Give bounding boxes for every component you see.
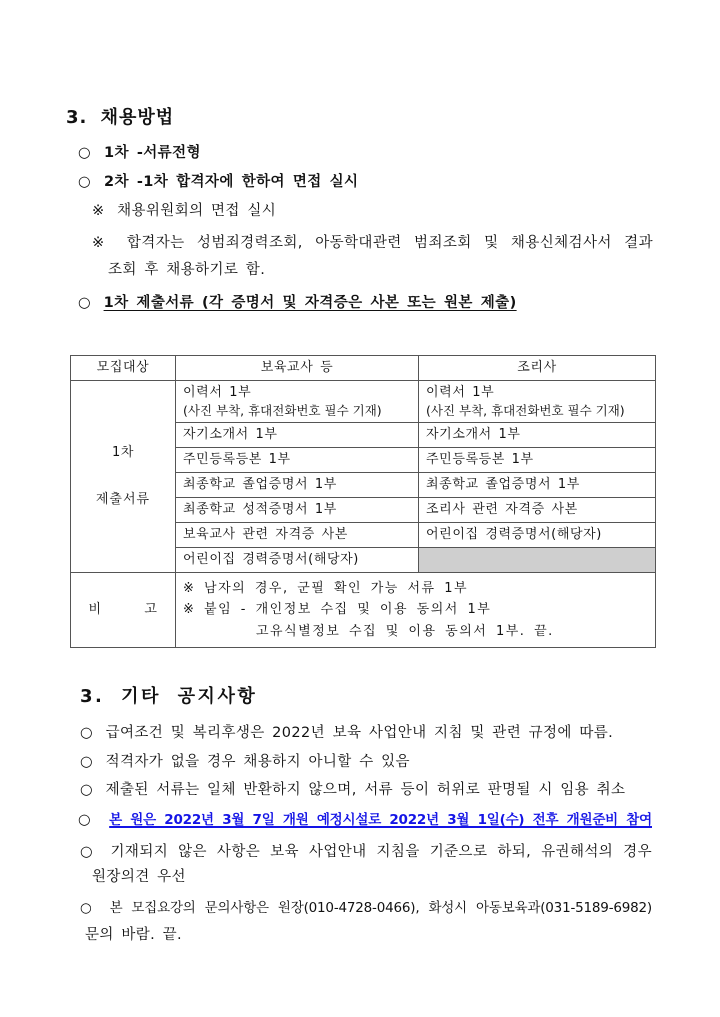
cook-document-cell: 최종학교 졸업증명서 1부 bbox=[419, 473, 656, 498]
circle-bullet-icon: ○ bbox=[78, 295, 92, 311]
header-cook: 조리사 bbox=[419, 356, 656, 381]
notice-opening-text: 본 원은 2022년 3월 7일 개원 예정시설로 2022년 3월 1일(수) 전후 개원준비 참여 bbox=[109, 812, 652, 828]
notice-contact-line-1 bbox=[68, 895, 652, 922]
recruitment-method-section bbox=[66, 106, 653, 313]
teacher-document-cell: 자기소개서 1부 bbox=[176, 423, 419, 448]
cook-document-note: (사진 부착, 휴대전화번호 필수 기재) bbox=[426, 402, 625, 418]
notice-item bbox=[68, 780, 652, 800]
teacher-document-cell: 최종학교 졸업증명서 1부 bbox=[176, 473, 419, 498]
cook-document: 이력서 1부 bbox=[426, 384, 495, 400]
cook-document-cell bbox=[419, 381, 656, 423]
table-header-row bbox=[71, 356, 656, 381]
notice-contact-text-1: 본 모집요강의 문의사항은 원장(010-4728-0466), 화성시 아동보육과(031-5189-6982) bbox=[109, 899, 652, 916]
interview-note-text: 채용위원회의 면접 실시 bbox=[117, 203, 277, 219]
notice-contact-line-2: 문의 바람. 끝. bbox=[85, 926, 183, 943]
step-two-item bbox=[66, 172, 653, 192]
table-row bbox=[71, 381, 656, 423]
remarks-row bbox=[71, 573, 656, 648]
remark-military-service: ※ 남자의 경우, 군필 확인 가능 서류 1부 bbox=[183, 580, 469, 596]
circle-bullet-icon: ○ bbox=[78, 174, 92, 190]
notice-guideline-text-1: 기재되지 않은 사항은 보육 사업안내 지침을 기준으로 하되, 유권해석의 경우 bbox=[110, 843, 652, 860]
group-label-documents: 제출서류 bbox=[95, 492, 151, 507]
reference-mark-icon: ※ bbox=[92, 234, 110, 251]
circle-bullet-icon: ○ bbox=[80, 843, 96, 860]
cook-document-cell: 자기소개서 1부 bbox=[419, 423, 656, 448]
circle-bullet-icon: ○ bbox=[78, 812, 94, 828]
group-label-round: 1차 bbox=[111, 445, 135, 460]
interview-note bbox=[66, 201, 653, 221]
circle-bullet-icon: ○ bbox=[80, 725, 94, 741]
header-teacher: 보육교사 등 bbox=[176, 356, 419, 381]
notice-item bbox=[68, 895, 652, 949]
remarks-label: 비 고 bbox=[71, 573, 176, 648]
circle-bullet-icon: ○ bbox=[80, 899, 96, 916]
teacher-document-note: (사진 부착, 휴대전화번호 필수 기재) bbox=[183, 402, 382, 418]
background-check-text-1: 합격자는 성범죄경력조회, 아동학대관련 범죄조회 및 채용신체검사서 결과 bbox=[126, 234, 653, 251]
background-check-line-2: 조회 후 채용하기로 함. bbox=[108, 261, 266, 278]
remark-unique-id-consent: 고유식별정보 수집 및 이용 동의서 1부. 끝. bbox=[256, 623, 554, 639]
notice-item bbox=[68, 723, 652, 743]
step-two-text: 2차 -1차 합격자에 한하여 면접 실시 bbox=[104, 174, 359, 190]
circle-bullet-icon: ○ bbox=[80, 782, 94, 798]
document-requirements-table bbox=[70, 355, 656, 648]
teacher-document: 이력서 1부 bbox=[183, 384, 252, 400]
notice-documents-text: 제출된 서류는 일체 반환하지 않으며, 서류 등이 허위로 판명될 시 임용 취소 bbox=[105, 782, 626, 798]
documents-heading-text: 1차 제출서류 (각 증명서 및 자격증은 사본 또는 원본 제출) bbox=[103, 295, 517, 311]
notice-item bbox=[68, 840, 652, 890]
header-recruitment-target: 모집대상 bbox=[71, 356, 176, 381]
cook-document-cell: 조리사 관련 자격증 사본 bbox=[419, 498, 656, 523]
background-check-note bbox=[66, 230, 653, 284]
step-one-item bbox=[66, 143, 653, 163]
other-notices-title: 3. 기타 공지사항 bbox=[80, 686, 258, 707]
first-round-documents-label bbox=[71, 381, 176, 573]
teacher-document-cell: 주민등록등본 1부 bbox=[176, 448, 419, 473]
documents-heading bbox=[66, 293, 653, 313]
recruitment-method-title: 3. 채용방법 bbox=[66, 107, 175, 128]
notice-item-highlight bbox=[68, 810, 652, 830]
circle-bullet-icon: ○ bbox=[80, 754, 94, 770]
background-check-line-1 bbox=[66, 230, 653, 257]
notice-guideline-line-2: 원장의견 우선 bbox=[92, 868, 186, 885]
empty-shaded-cell bbox=[419, 548, 656, 573]
teacher-document-cell: 어린이집 경력증명서(해당자) bbox=[176, 548, 419, 573]
notice-item bbox=[68, 752, 652, 772]
notice-guideline-line-1 bbox=[68, 840, 652, 865]
teacher-document-cell: 최종학교 성적증명서 1부 bbox=[176, 498, 419, 523]
teacher-document-cell bbox=[176, 381, 419, 423]
remarks-cell bbox=[176, 573, 656, 648]
notice-salary-text: 급여조건 및 복리후생은 2022년 보육 사업안내 지침 및 관련 규정에 따름. bbox=[105, 725, 614, 741]
teacher-document-cell: 보육교사 관련 자격증 사본 bbox=[176, 523, 419, 548]
remark-attachment-consent: ※ 붙임 - 개인정보 수집 및 이용 동의서 1부 bbox=[183, 602, 492, 618]
cook-document-cell: 주민등록등본 1부 bbox=[419, 448, 656, 473]
cook-document-cell: 어린이집 경력증명서(해당자) bbox=[419, 523, 656, 548]
step-one-text: 1차 -서류전형 bbox=[104, 145, 201, 161]
other-notices-section bbox=[68, 684, 652, 949]
notice-no-hire-text: 적격자가 없을 경우 채용하지 아니할 수 있음 bbox=[105, 754, 410, 770]
circle-bullet-icon: ○ bbox=[78, 145, 92, 161]
reference-mark-icon: ※ bbox=[92, 203, 105, 219]
